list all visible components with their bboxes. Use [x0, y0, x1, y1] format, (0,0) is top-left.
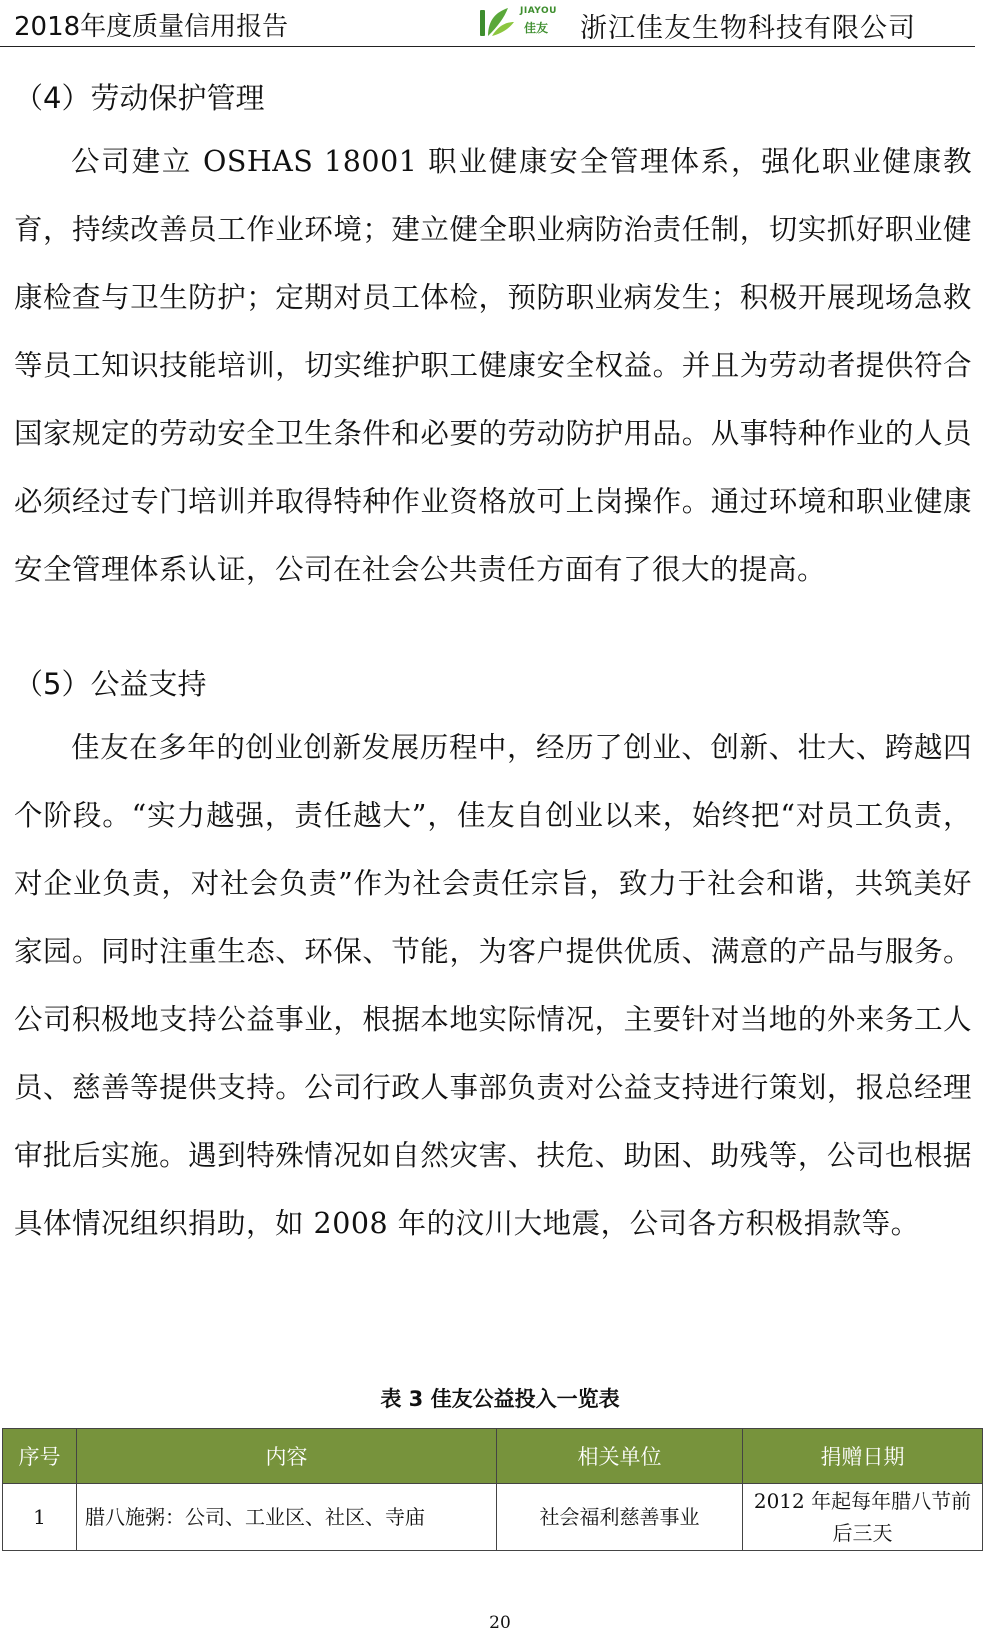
page-header	[0, 0, 975, 47]
report-title: 2018年度质量信用报告	[14, 12, 289, 42]
column-header-content: 内容	[77, 1429, 497, 1484]
table-caption: 表 3 佳友公益投入一览表	[380, 1387, 620, 1411]
column-header-no: 序号	[3, 1429, 77, 1484]
table-row	[3, 1484, 983, 1551]
logo-text-en: JIAYOU	[520, 6, 557, 16]
section-4-heading: （4）劳动保护管理	[14, 81, 265, 115]
table-header-row	[3, 1429, 983, 1484]
company-name: 浙江佳友生物科技有限公司	[580, 13, 916, 44]
donation-table	[2, 1428, 983, 1551]
section-5-body: 佳友在多年的创业创新发展历程中，经历了创业、创新、壮大、跨越四个阶段。“实力越强，责任越大”，佳友自创业以来，始终把“对员工负责，对企业负责，对社会负责”作为社会责任宗旨，致力于社会和谐，共筑美好家园。同时注重生态、环保、节能，为客户提供优质、满意的产品与服务。公司积极地支持公益事业，根据本地实际情况，主要针对当地的外来务工人员、慈善等提供支持。公司行政人事部负责对公益支持进行策划，报总经理审批后实施。遇到特殊情况如自然灾害、扶危、助困、助残等，公司也根据具体情况组织捐助，如 2008 年的汶川大地震，公司各方积极捐款等。	[14, 731, 972, 1240]
column-header-unit: 相关单位	[497, 1429, 743, 1484]
logo-text-cn: 佳友	[524, 21, 549, 35]
cell-content: 腊八施粥：公司、工业区、社区、寺庙	[77, 1484, 497, 1551]
page-number: 20	[489, 1613, 511, 1633]
section-4-body: 公司建立 OSHAS 18001 职业健康安全管理体系，强化职业健康教育，持续改善员工作业环境；建立健全职业病防治责任制，切实抓好职业健康检查与卫生防护；定期对员工体检，预防职业病发生；积极开展现场急救等员工知识技能培训，切实维护职工健康安全权益。并且为劳动者提供符合国家规定的劳动安全卫生条件和必要的劳动防护用品。从事特种作业的人员必须经过专门培训并取得特种作业资格放可上岗操作。通过环境和职业健康安全管理体系认证，公司在社会公共责任方面有了很大的提高。	[14, 145, 972, 586]
cell-unit: 社会福利慈善事业	[497, 1484, 743, 1551]
cell-date: 2012 年起每年腊八节前后三天	[743, 1484, 983, 1551]
section-5-heading: （5）公益支持	[14, 667, 207, 701]
column-header-date: 捐赠日期	[743, 1429, 983, 1484]
company-logo	[478, 4, 564, 40]
cell-no: 1	[3, 1484, 77, 1551]
leaf-logo-icon	[478, 4, 518, 40]
